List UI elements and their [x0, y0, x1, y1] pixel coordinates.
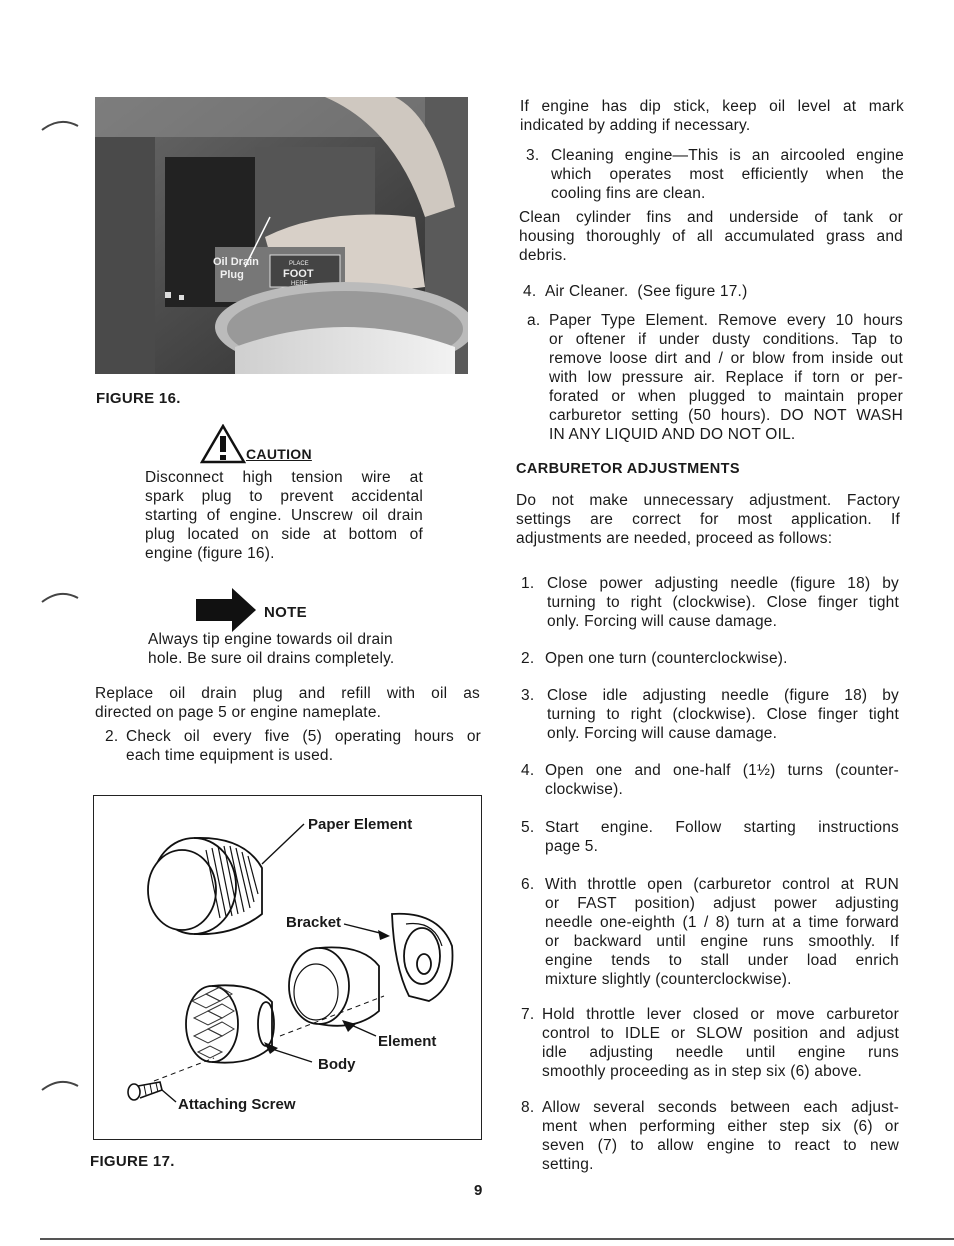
caution-line: plug located on side at bottom of [145, 526, 423, 543]
figure17-caption: FIGURE 17. [90, 1153, 175, 1170]
photo-label-oil-drain: Oil Drain [213, 256, 259, 268]
label-paper-element: Paper Element [308, 816, 413, 833]
paragraph-line: indicated by adding if necessary. [520, 117, 751, 134]
step-number: 7. [521, 1006, 535, 1023]
carb-step-5 [521, 818, 899, 858]
placard-text-1: PLACE [289, 261, 309, 267]
page-number: 9 [474, 1182, 483, 1199]
air-cleaner-diagram [94, 796, 480, 1138]
placard-text-2: FOOT [283, 268, 314, 280]
step-line: Cleaning engine—This is an aircooled engine [551, 147, 904, 164]
step-line: Start engine. Follow starting instructions [545, 819, 899, 836]
paragraph-line: Replace oil drain plug and refill with oil as [95, 685, 480, 702]
step-line: Hold throttle lever closed or move carburetor [542, 1006, 899, 1023]
caution-line: starting of engine. Unscrew oil drain [145, 507, 423, 524]
step-line: which operates most efficiently when the [551, 166, 904, 183]
step-line: page 5. [545, 838, 599, 855]
step-line: ment when performing either step six (6) or [542, 1118, 899, 1135]
step-4a-item [527, 311, 903, 446]
margin-mark [40, 118, 80, 132]
step-line: turning to right (clockwise). Close finger tight [547, 706, 899, 723]
clean-fins-paragraph [519, 208, 903, 265]
carb-step-8 [521, 1098, 899, 1176]
note-line: hole. Be sure oil drains completely. [148, 650, 395, 667]
step-number: 5. [521, 819, 535, 836]
warning-triangle-icon [200, 424, 246, 464]
step-number: 1. [521, 575, 535, 592]
step-number: a. [527, 312, 541, 329]
label-body: Body [318, 1056, 356, 1073]
step-number: 6. [521, 876, 535, 893]
paragraph-line: Clean cylinder fins and underside of tank or [519, 209, 903, 226]
step-line: Paper Type Element. Remove every 10 hours [549, 312, 903, 329]
step-line: smoothly proceeding as in step six (6) above. [542, 1063, 863, 1080]
step-line: needle one-eighth (1 / 8) turn at a time forward [545, 914, 899, 931]
figure16-photo [95, 97, 468, 374]
step-line: Open one and one-half (1½) turns (counter- [545, 762, 899, 779]
step-line: or FAST position) adjust power adjusting [545, 895, 899, 912]
step-line: each time equipment is used. [126, 747, 334, 764]
bracket-drawing [392, 914, 453, 1001]
step-number: 3. [521, 687, 535, 704]
step-2-item [105, 727, 483, 767]
paragraph-line: housing thoroughly of all accumulated grass and [519, 228, 903, 245]
step-number: 8. [521, 1099, 535, 1116]
paragraph-line: directed on page 5 or engine nameplate. [95, 704, 382, 721]
step-line: with low pressure air. Replace if torn or per- [549, 369, 903, 386]
step-line: or oftener if under dusty conditions. Tap to [549, 331, 903, 348]
carb-step-3 [521, 686, 899, 744]
note-arrow-icon [196, 588, 258, 632]
carb-step-2 [521, 649, 899, 669]
note-heading: NOTE [264, 604, 307, 621]
label-bracket: Bracket [286, 914, 342, 931]
carb-step-1 [521, 574, 899, 632]
step-4-item [523, 282, 903, 302]
carb-step-4 [521, 761, 899, 801]
step-line: seven (7) to allow engine to react to new [542, 1137, 899, 1154]
paragraph-line: If engine has dip stick, keep oil level at mark [520, 98, 904, 115]
step-line: remove loose dirt and / or blow from inside out [549, 350, 903, 367]
element-drawing [289, 947, 379, 1025]
photo-label-plug: Plug [220, 269, 244, 281]
paragraph-line: Do not make unnecessary adjustment. Factory [516, 492, 900, 509]
margin-mark [40, 590, 80, 604]
figure17-diagram [93, 795, 482, 1140]
screw-drawing [128, 1082, 162, 1100]
step-number: 4. [523, 283, 537, 300]
body-drawing [186, 985, 274, 1062]
placard-text-3: HERE [291, 281, 308, 287]
paragraph-line: adjustments are needed, proceed as follows: [516, 530, 833, 547]
step-number: 2. [521, 650, 535, 667]
step-line: or backward until engine runs smoothly. If [545, 933, 899, 950]
caution-line: spark plug to prevent accidental [145, 488, 423, 505]
bottom-rule [40, 1238, 954, 1240]
step-line: cooling fins are clean. [551, 185, 706, 202]
dipstick-paragraph [520, 97, 904, 135]
step-line: idle adjusting needle until engine runs [542, 1044, 899, 1061]
figure16-caption: FIGURE 16. [96, 390, 181, 407]
note-text [148, 630, 438, 668]
caution-heading: CAUTION [246, 446, 312, 462]
step-line: clockwise). [545, 781, 623, 798]
carb-step-7 [521, 1005, 899, 1083]
step-line: control to IDLE or SLOW position and adjust [542, 1025, 899, 1042]
margin-mark [40, 1078, 80, 1092]
step-line: mixture slightly (counterclockwise). [545, 971, 792, 988]
carburetor-intro [516, 491, 900, 548]
label-attaching-screw: Attaching Screw [178, 1096, 296, 1113]
paragraph-line: debris. [519, 247, 567, 264]
step-line: only. Forcing will cause damage. [547, 725, 778, 742]
caution-line: Disconnect high tension wire at [145, 469, 423, 486]
step-line: only. Forcing will cause damage. [547, 613, 778, 630]
step-line: carburetor setting (50 hours). DO NOT WASH [549, 407, 903, 424]
note-line: Always tip engine towards oil drain [148, 631, 393, 648]
step-number: 4. [521, 762, 535, 779]
step-3-item [526, 146, 904, 204]
step-line: Check oil every five (5) operating hours or [126, 728, 481, 745]
step-line: Open one turn (counterclockwise). [545, 650, 788, 667]
step-number: 2. [105, 728, 119, 745]
step-number: 3. [526, 147, 540, 164]
step-line: Allow several seconds between each adjust- [542, 1099, 899, 1116]
step-line: engine tends to stall under load enrich [545, 952, 899, 969]
step-line: Close power adjusting needle (figure 18) by [547, 575, 899, 592]
caution-line: engine (figure 16). [145, 545, 275, 562]
step-line: forated or when plugged to maintain proper [549, 388, 903, 405]
paper-element-drawing [148, 838, 262, 934]
label-element: Element [378, 1033, 437, 1050]
step-line: With throttle open (carburetor control at RUN [545, 876, 899, 893]
step-line: IN ANY LIQUID AND DO NOT OIL. [549, 426, 796, 443]
replace-oil-paragraph [95, 684, 480, 722]
step-line: Close idle adjusting needle (figure 18) by [547, 687, 899, 704]
step-line: setting. [542, 1156, 594, 1173]
step-line: turning to right (clockwise). Close finger tight [547, 594, 899, 611]
carb-step-6 [521, 875, 899, 991]
step-line: Air Cleaner. (See figure 17.) [545, 283, 748, 300]
carburetor-heading: CARBURETOR ADJUSTMENTS [516, 461, 740, 477]
paragraph-line: settings are correct for most application. If [516, 511, 900, 528]
engine-photo-illustration [95, 97, 468, 374]
caution-text [145, 468, 423, 563]
